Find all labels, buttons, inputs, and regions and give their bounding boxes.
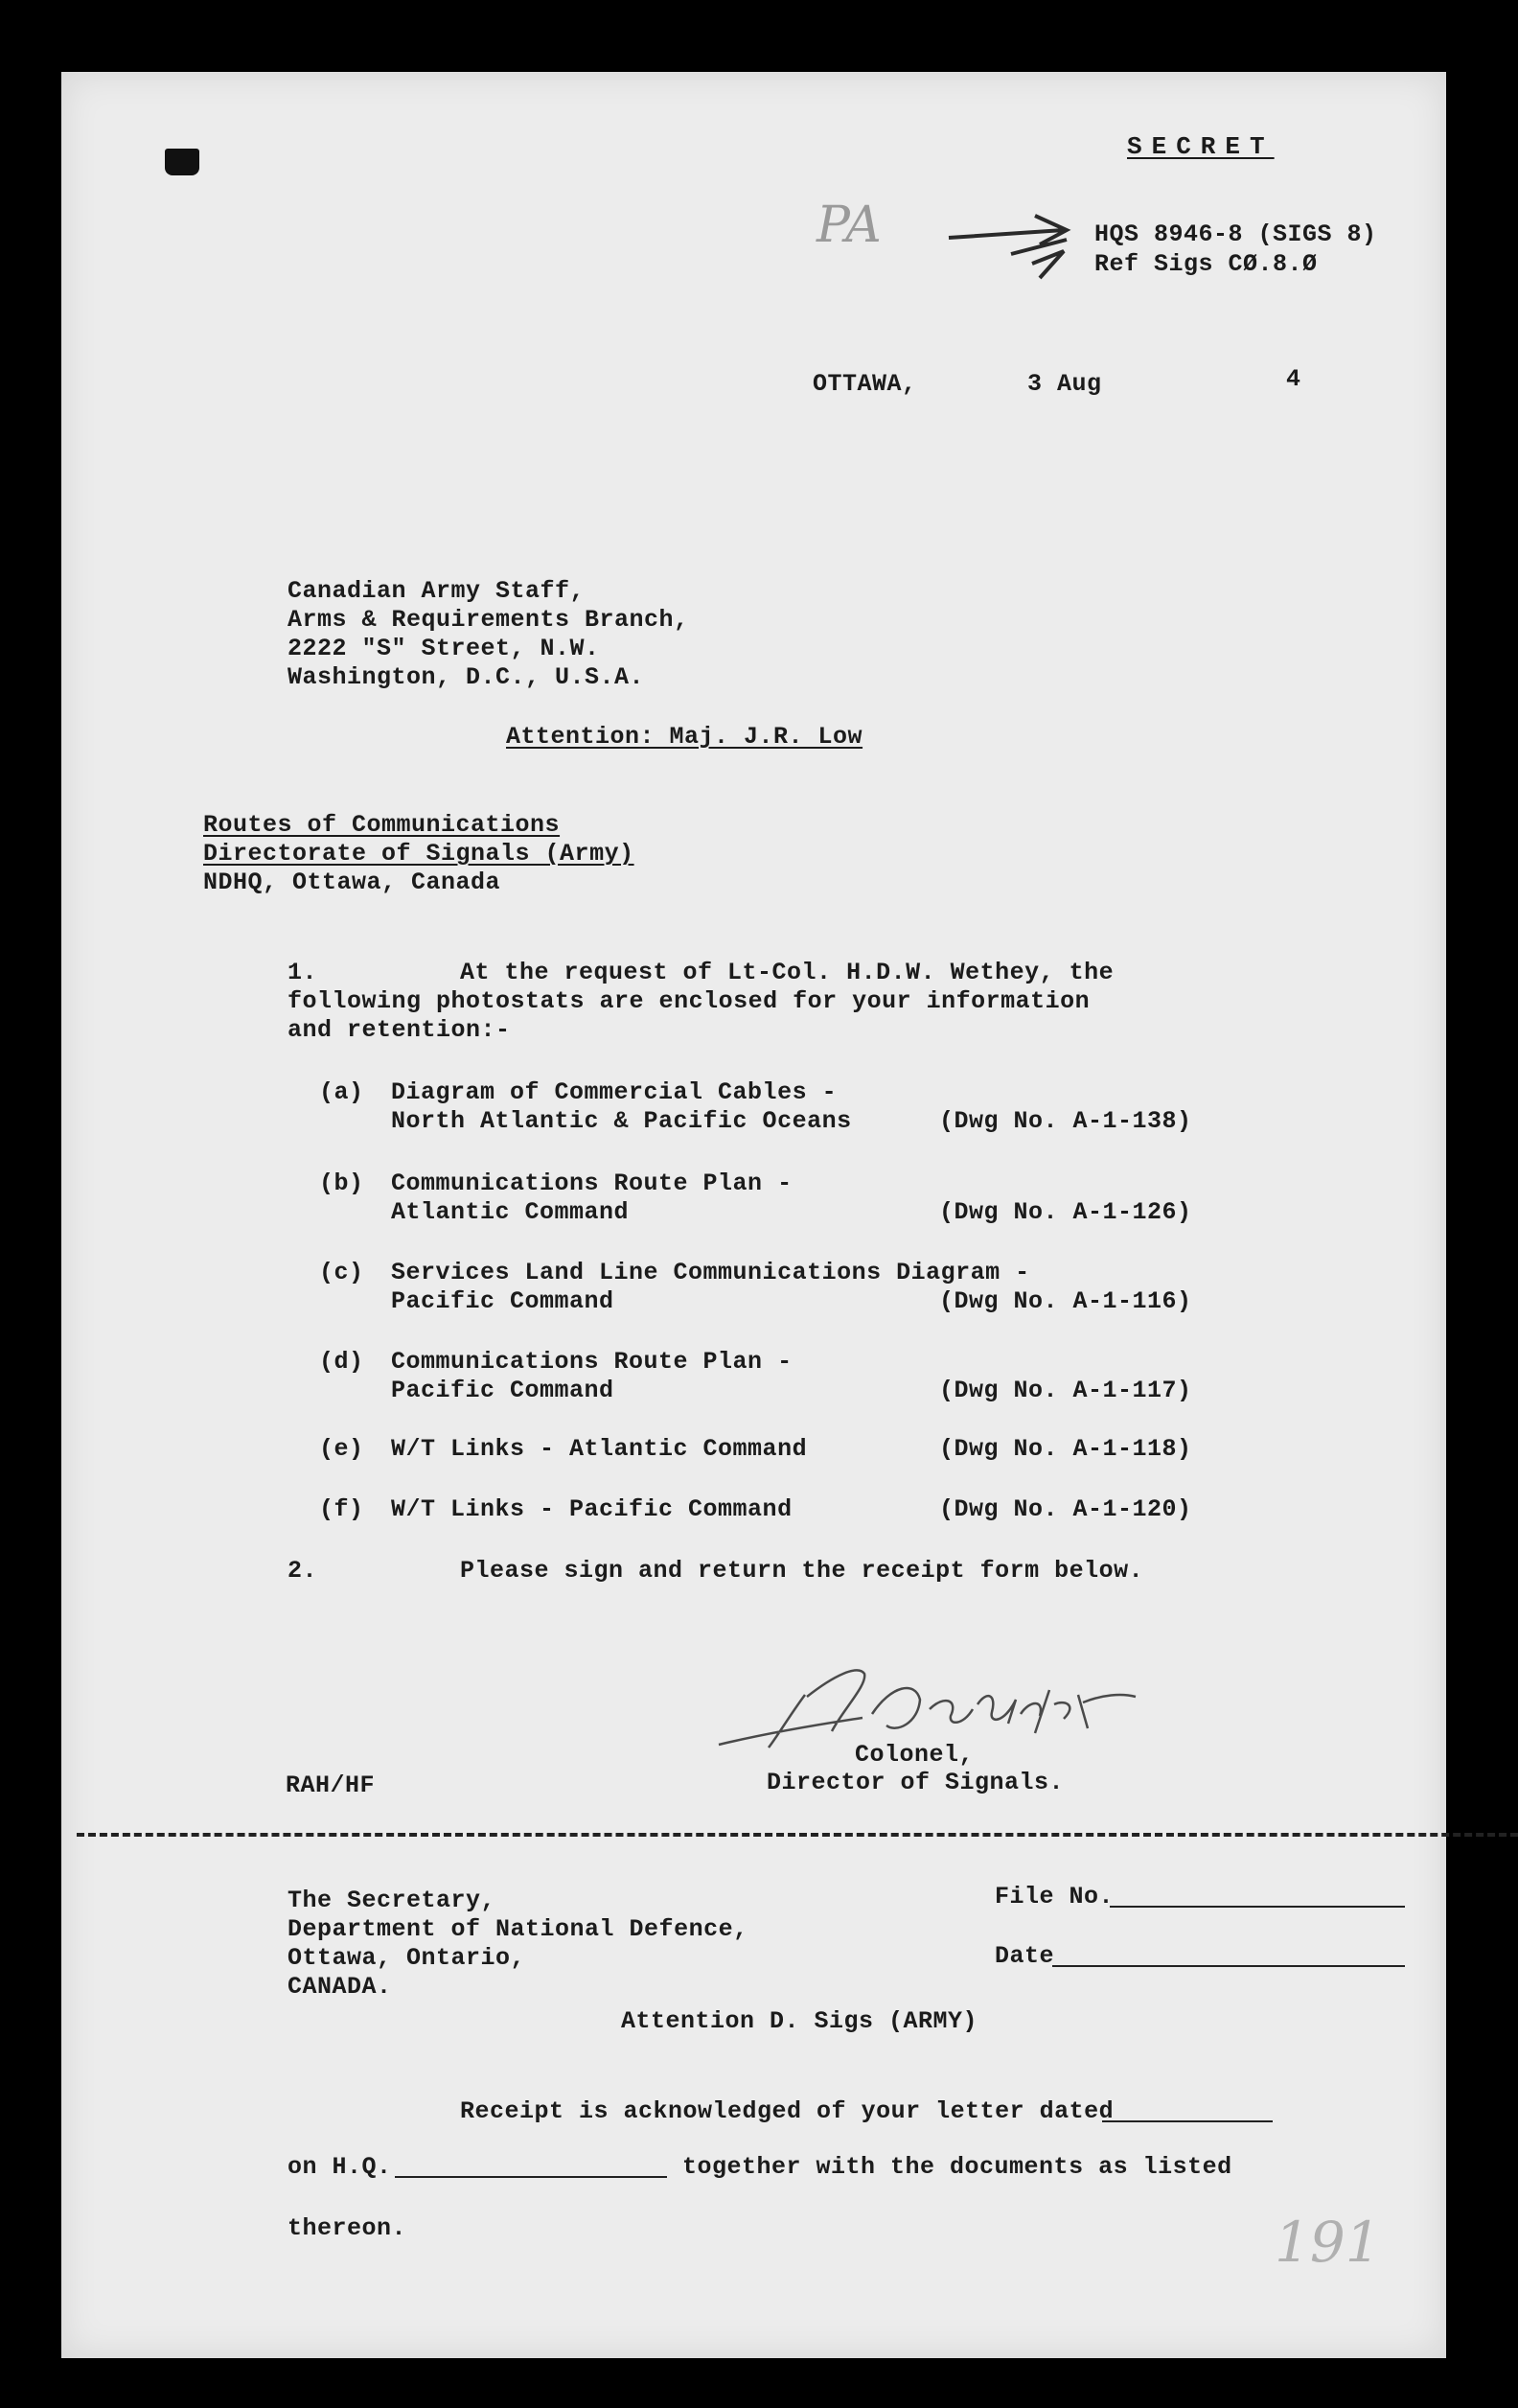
typist-initials: RAH/HF [286, 1771, 376, 1799]
subject-line: Directorate of Signals (Army) [203, 840, 634, 868]
receipt-text: Receipt is acknowledged of your letter dated [460, 2097, 1115, 2125]
letter-date-field[interactable] [1102, 2120, 1273, 2122]
item-letter: (e) [319, 1435, 364, 1463]
file-reference: HQS 8946-8 (SIGS 8) [1094, 220, 1377, 248]
receipt-address: Department of National Defence, [288, 1915, 748, 1943]
dateline-date: 3 Aug [1027, 370, 1102, 398]
dateline-year: 4 [1286, 365, 1301, 393]
file-no-label: File No. [995, 1883, 1115, 1910]
item-letter: (a) [319, 1078, 364, 1106]
para2-text: Please sign and return the receipt form below. [460, 1557, 1144, 1585]
margin-page-number: 191 [1275, 2210, 1381, 2275]
item-drawing-number: (Dwg No. A-1-120) [939, 1495, 1192, 1523]
date-label: Date [995, 1942, 1055, 1970]
item-letter: (d) [319, 1348, 364, 1376]
receipt-text: on H.Q. [288, 2153, 392, 2181]
para1-text: following photostats are enclosed for your information [288, 987, 1091, 1015]
dateline-city: OTTAWA, [813, 370, 917, 398]
para1-text: and retention:- [288, 1016, 511, 1044]
receipt-address: CANADA. [288, 1973, 392, 2001]
item-drawing-number: (Dwg No. A-1-117) [939, 1377, 1192, 1404]
signature-rank: Colonel, [855, 1741, 975, 1769]
subject-line: Routes of Communications [203, 811, 561, 839]
file-no-field[interactable] [1110, 1906, 1405, 1908]
item-title: Services Land Line Communications Diagram - [391, 1259, 1030, 1286]
item-title: Communications Route Plan - [391, 1169, 793, 1197]
addressee-line: 2222 "S" Street, N.W. [288, 635, 600, 662]
date-field[interactable] [1052, 1965, 1405, 1967]
item-title: W/T Links - Atlantic Command [391, 1435, 808, 1463]
receipt-attention: Attention D. Sigs (ARMY) [621, 2007, 978, 2035]
item-title: Diagram of Commercial Cables - [391, 1078, 838, 1106]
item-letter: (c) [319, 1259, 364, 1286]
secret-classification: SECRET [1127, 132, 1275, 161]
tear-off-divider [77, 1833, 1518, 1837]
item-title: Communications Route Plan - [391, 1348, 793, 1376]
item-title: Atlantic Command [391, 1198, 630, 1226]
hq-field[interactable] [395, 2176, 667, 2178]
receipt-address: Ottawa, Ontario, [288, 1944, 526, 1972]
handwritten-arrows [944, 201, 1088, 292]
ink-blot [165, 149, 199, 175]
addressee-line: Arms & Requirements Branch, [288, 606, 689, 634]
item-drawing-number: (Dwg No. A-1-118) [939, 1435, 1192, 1463]
item-title: Pacific Command [391, 1287, 614, 1315]
handwritten-initials: PA [816, 197, 882, 254]
item-title: W/T Links - Pacific Command [391, 1495, 793, 1523]
item-drawing-number: (Dwg No. A-1-138) [939, 1107, 1192, 1135]
addressee-line: Canadian Army Staff, [288, 577, 586, 605]
item-letter: (f) [319, 1495, 364, 1523]
para1-text: At the request of Lt-Col. H.D.W. Wethey, the [460, 959, 1115, 986]
item-drawing-number: (Dwg No. A-1-126) [939, 1198, 1192, 1226]
receipt-text: thereon. [288, 2214, 407, 2242]
attention-line: Attention: Maj. J.R. Low [506, 723, 863, 751]
item-title: Pacific Command [391, 1377, 614, 1404]
addressee-line: Washington, D.C., U.S.A. [288, 663, 645, 691]
receipt-text: together with the documents as listed [682, 2153, 1232, 2181]
para2-number: 2. [288, 1557, 318, 1585]
item-drawing-number: (Dwg No. A-1-116) [939, 1287, 1192, 1315]
item-letter: (b) [319, 1169, 364, 1197]
receipt-address: The Secretary, [288, 1887, 496, 1914]
signature-title: Director of Signals. [767, 1769, 1065, 1796]
item-title: North Atlantic & Pacific Oceans [391, 1107, 852, 1135]
para1-number: 1. [288, 959, 318, 986]
ref-sigs: Ref Sigs CØ.8.Ø [1094, 250, 1318, 278]
subject-line: NDHQ, Ottawa, Canada [203, 868, 501, 896]
